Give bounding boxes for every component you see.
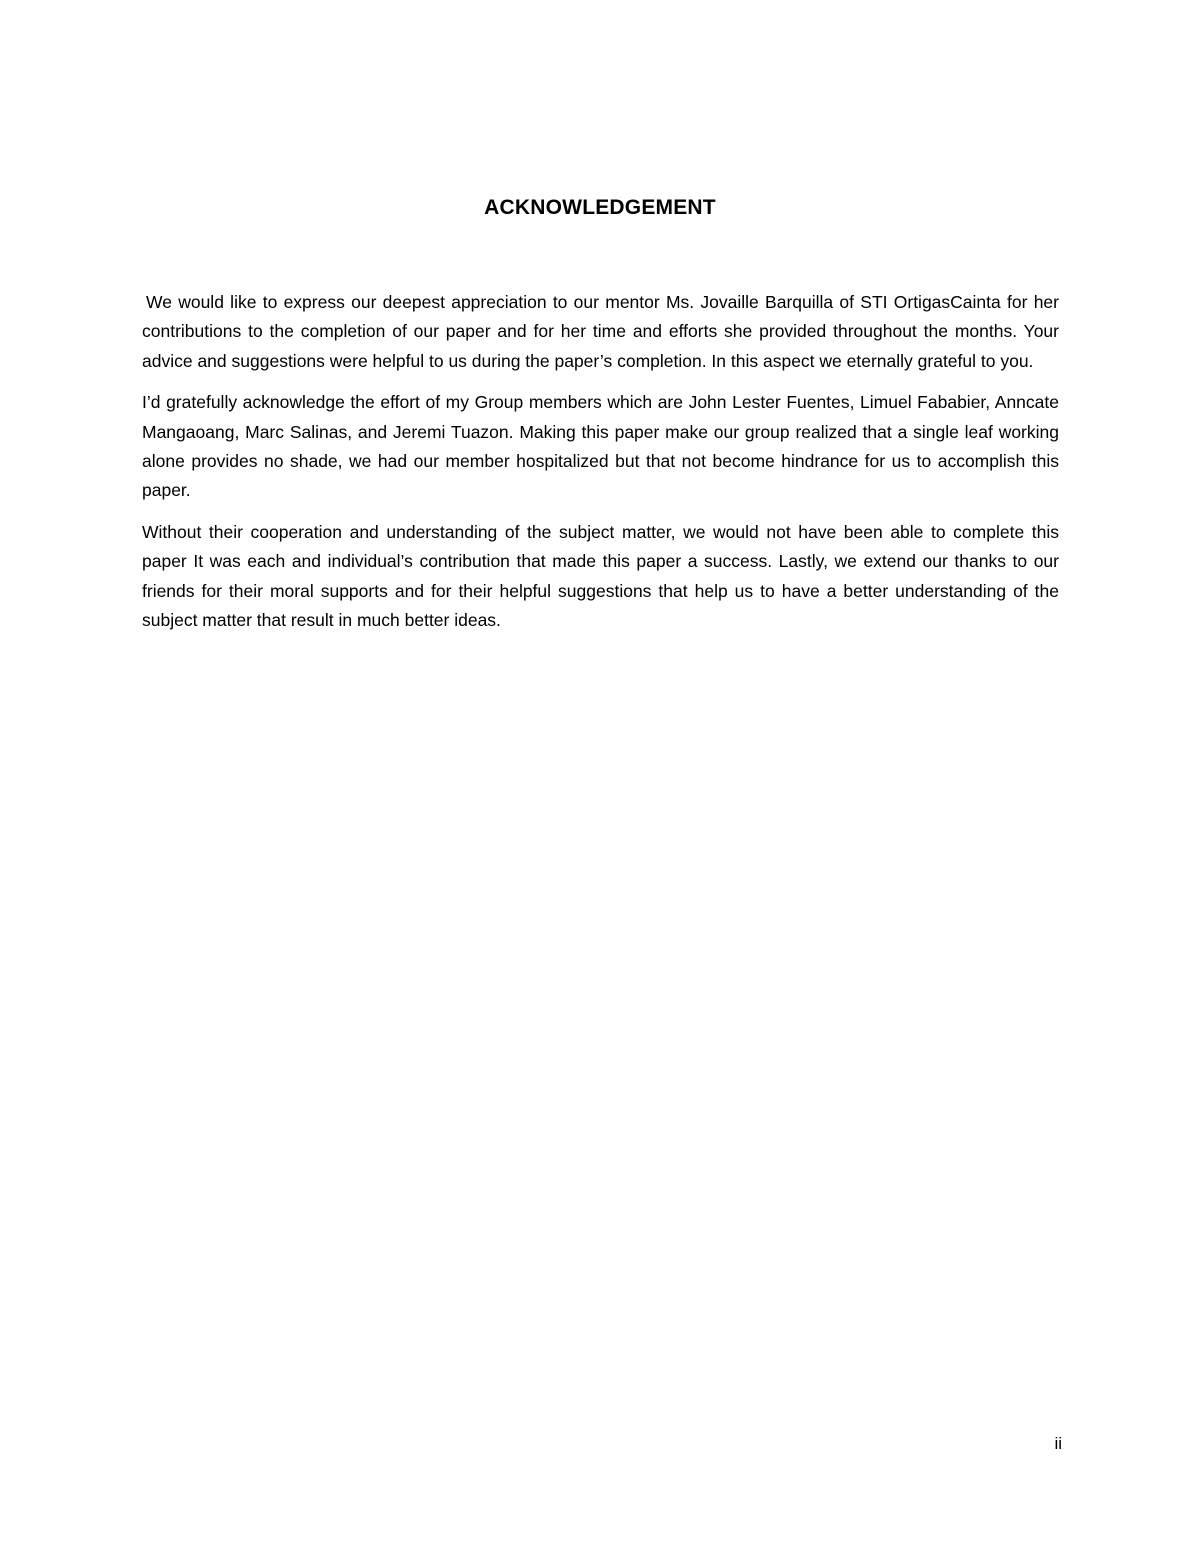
body-text [142,288,1059,647]
paragraph-appreciation: We would like to express our deepest appreciation to our mentor Ms. Jovaille Barquilla of STI OrtigasCainta for her contributions to the completion of our paper and for her time and efforts she provided throughout the months. Your advice and suggestions were helpful to us during the paper’s completion. In this aspect we eternally grateful to you. [142,292,1059,371]
page-number: ii [1054,1434,1062,1453]
page-title: ACKNOWLEDGEMENT [484,196,716,219]
paragraph-group-members: I’d gratefully acknowledge the effort of my Group members which are John Lester Fuentes, Limuel Fababier, Anncate Mangaoang, Marc Salinas, and Jeremi Tuazon. Making this paper make our group realized that a single leaf working alone provides no shade, we had our member hospitalized but that not become hindrance for us to accomplish this paper. [142,392,1059,501]
paragraph-cooperation: Without their cooperation and understanding of the subject matter, we would not have been able to complete this paper It was each and individual’s contribution that made this paper a success. Lastly, we extend our thanks to our friends for their moral supports and for their helpful suggestions that help us to have a better understanding of the subject matter that result in much better ideas. [142,521,1059,631]
